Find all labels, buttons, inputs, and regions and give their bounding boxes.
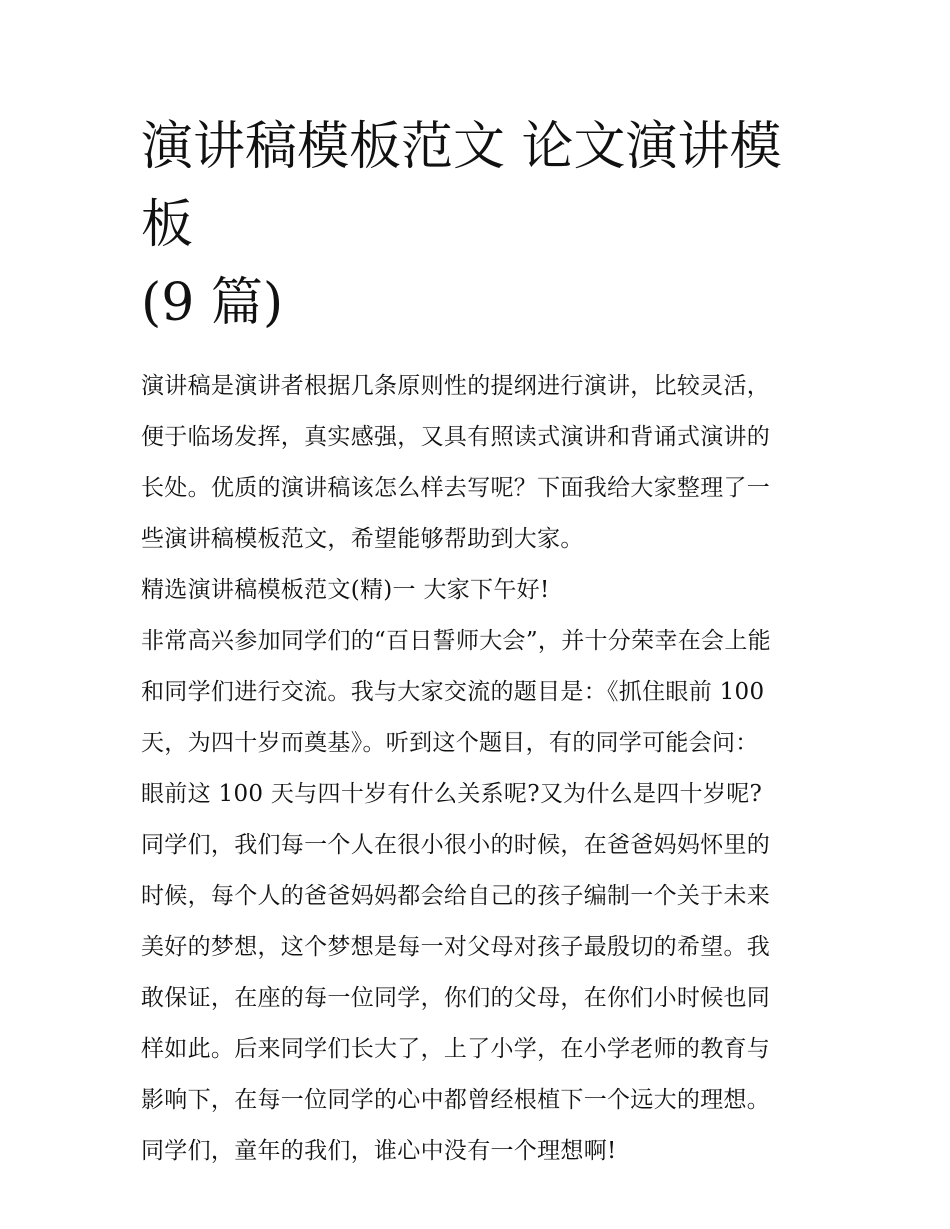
- body-line: 便于临场发挥，真实感强，又具有照读式演讲和背诵式演讲的: [141, 424, 771, 450]
- body-line: 天，为四十岁而奠基》。听到这个题目，有的同学可能会问：: [141, 730, 759, 756]
- title-line: 演讲稿模板范文 论文演讲模板: [141, 117, 782, 255]
- body-line: 和同学们进行交流。我与大家交流的题目是：《抓住眼前 100: [141, 679, 765, 705]
- document-content: [141, 108, 813, 1177]
- body-line: 长处。优质的演讲稿该怎么样去写呢？下面我给大家整理了一: [141, 475, 771, 501]
- document-title: [141, 108, 813, 342]
- body-line: 演讲稿是演讲者根据几条原则性的提纲进行演讲，比较灵活，: [141, 373, 771, 399]
- body-line: 敢保证，在座的每一位同学，你们的父母，在你们小时候也同: [141, 985, 771, 1011]
- body-line: 样如此。后来同学们长大了，上了小学，在小学老师的教育与: [141, 1036, 771, 1062]
- body-line: 时候，每个人的爸爸妈妈都会给自己的孩子编制一个关于未来: [141, 883, 771, 909]
- body-line: 精选演讲稿模板范文(精)一 大家下午好!: [141, 577, 550, 603]
- body-line: 美好的梦想，这个梦想是每一对父母对孩子最殷切的希望。我: [141, 934, 771, 960]
- body-line: 些演讲稿模板范文，希望能够帮助到大家。: [141, 526, 584, 552]
- body-line: 同学们，我们每一个人在很小很小的时候，在爸爸妈妈怀里的: [141, 832, 771, 858]
- title-line: (9 篇): [141, 273, 284, 333]
- body-line: 同学们，童年的我们，谁心中没有一个理想啊!: [141, 1138, 617, 1164]
- body-line: 非常高兴参加同学们的“百日誓师大会”，并十分荣幸在会上能: [141, 628, 771, 654]
- body-line: 影响下，在每一位同学的心中都曾经根植下一个远大的理想。: [141, 1087, 771, 1113]
- body-line: 眼前这 100 天与四十岁有什么关系呢?又为什么是四十岁呢?: [141, 781, 763, 807]
- document-body: [141, 361, 813, 1177]
